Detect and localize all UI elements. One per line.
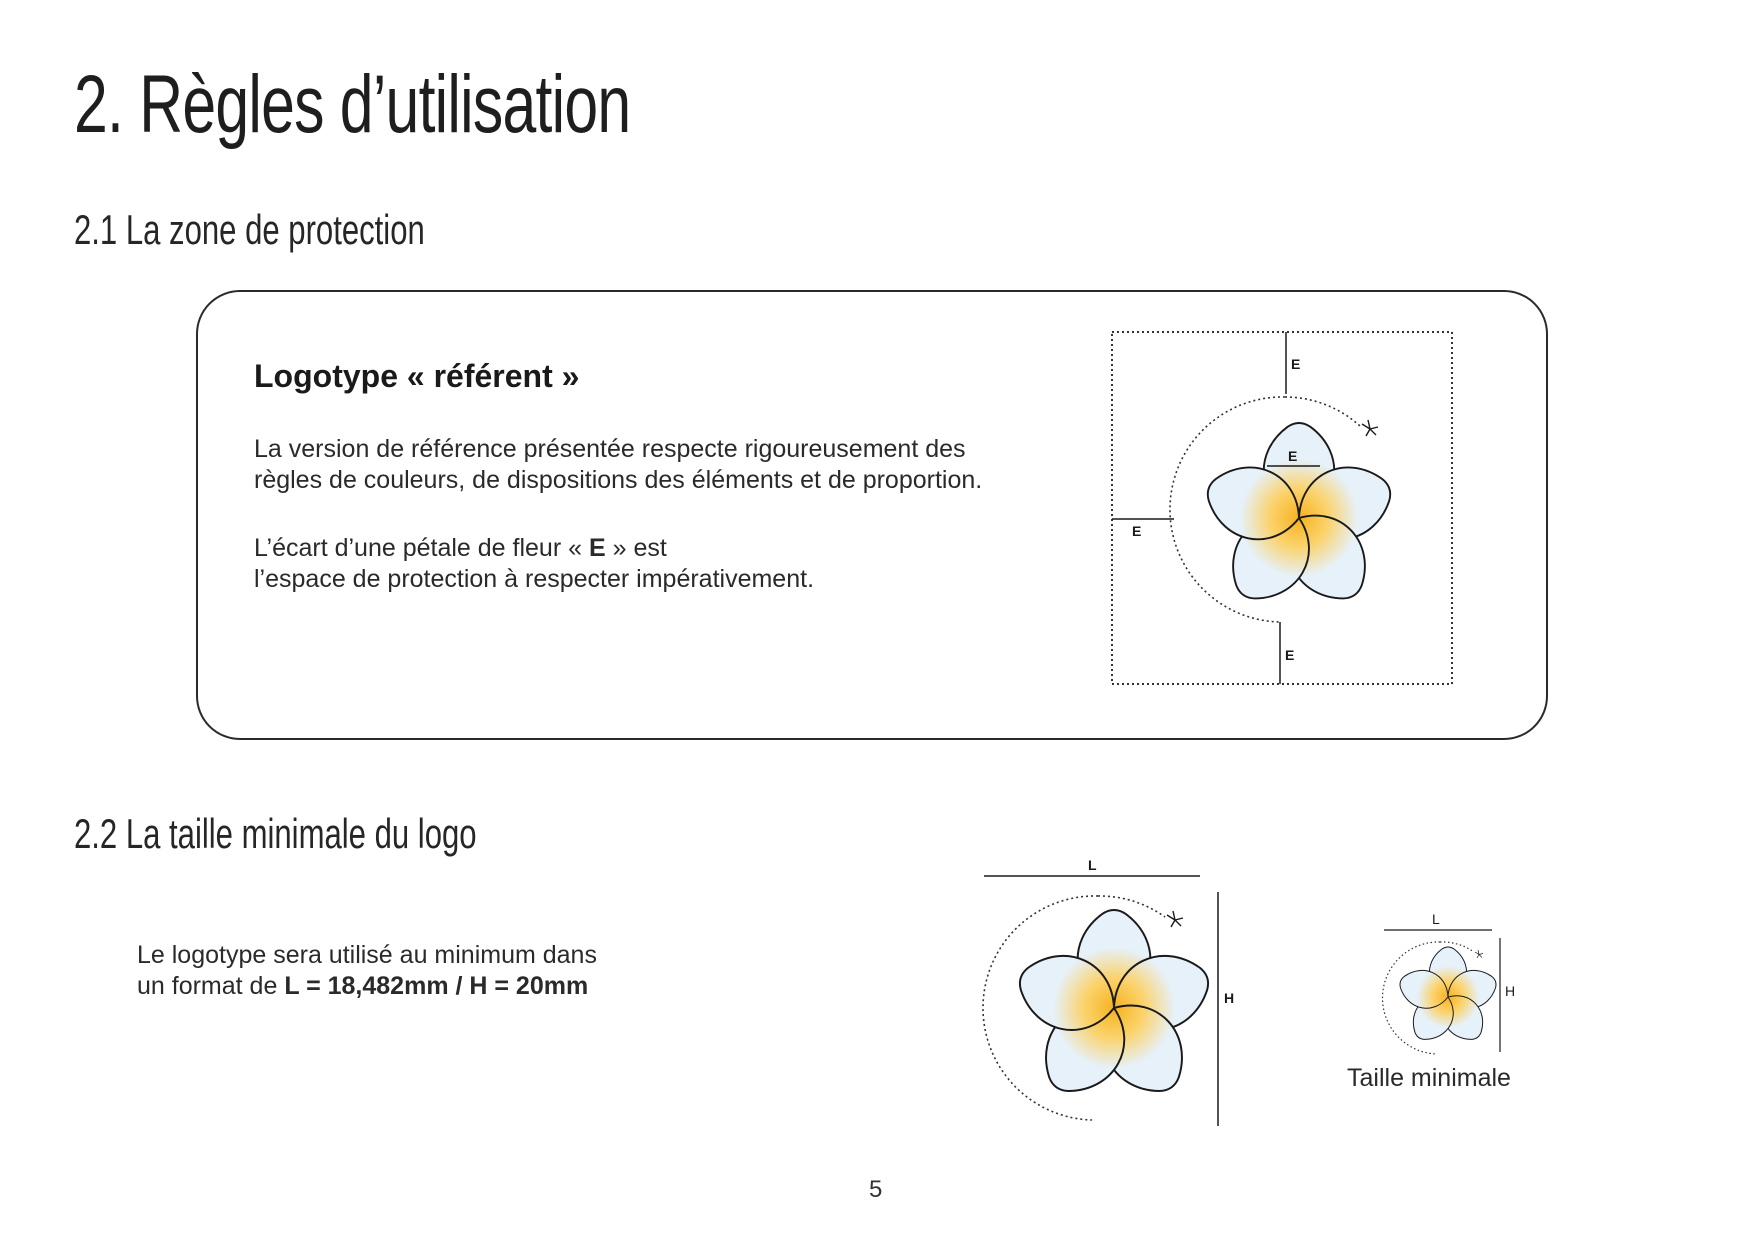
minimum-size-description: [137, 940, 597, 1002]
bird-icon: [1167, 911, 1183, 927]
protection-text-pre: L’écart d’une pétale de fleur «: [254, 534, 589, 562]
label-e-bottom: E: [1285, 647, 1295, 663]
protection-zone-diagram: [1110, 330, 1470, 690]
large-logo-diagram: [970, 840, 1260, 1140]
section-heading-minimum-size: 2.2 La taille minimale du logo: [74, 810, 477, 857]
label-l-small: L: [1432, 911, 1440, 927]
label-e-left: E: [1132, 523, 1142, 539]
minimum-size-values: L = 18,482mm / H = 20mm: [284, 972, 589, 1000]
minimum-size-line-2-pre: un format de: [137, 972, 285, 1000]
reference-description-line-1: La version de référence présentée respecte rigoureusement des: [254, 435, 966, 463]
page-number: 5: [869, 1176, 883, 1203]
label-e-top: E: [1291, 356, 1301, 372]
protection-text-line-2: l’espace de protection à respecter impérativement.: [254, 565, 815, 593]
reference-description: [254, 434, 982, 496]
protection-space-description: [254, 533, 814, 595]
bird-icon: [1475, 950, 1483, 958]
flower-logo-icon: [1198, 423, 1400, 616]
minimum-size-caption: Taille minimale: [1347, 1064, 1511, 1092]
small-logo-diagram: [1370, 900, 1520, 1060]
section-heading-protection-zone: 2.1 La zone de protection: [74, 206, 425, 253]
page-title: 2. Règles d’utilisation: [74, 59, 631, 150]
label-h-small: H: [1505, 983, 1516, 999]
protection-text-post: » est: [605, 534, 667, 562]
label-h-large: H: [1224, 990, 1235, 1006]
referent-logo-title: Logotype « référent »: [254, 358, 580, 394]
label-l-large: L: [1088, 857, 1097, 873]
protection-text-bold: E: [588, 534, 606, 562]
flower-logo-icon: [1010, 910, 1219, 1109]
flower-logo-icon: [1395, 947, 1502, 1048]
reference-description-line-2: règles de couleurs, de dispositions des éléments et de proportion.: [254, 466, 983, 494]
minimum-size-line-1: Le logotype sera utilisé au minimum dans: [137, 941, 597, 969]
bird-icon: [1362, 420, 1378, 436]
label-e-petal: E: [1288, 448, 1298, 464]
